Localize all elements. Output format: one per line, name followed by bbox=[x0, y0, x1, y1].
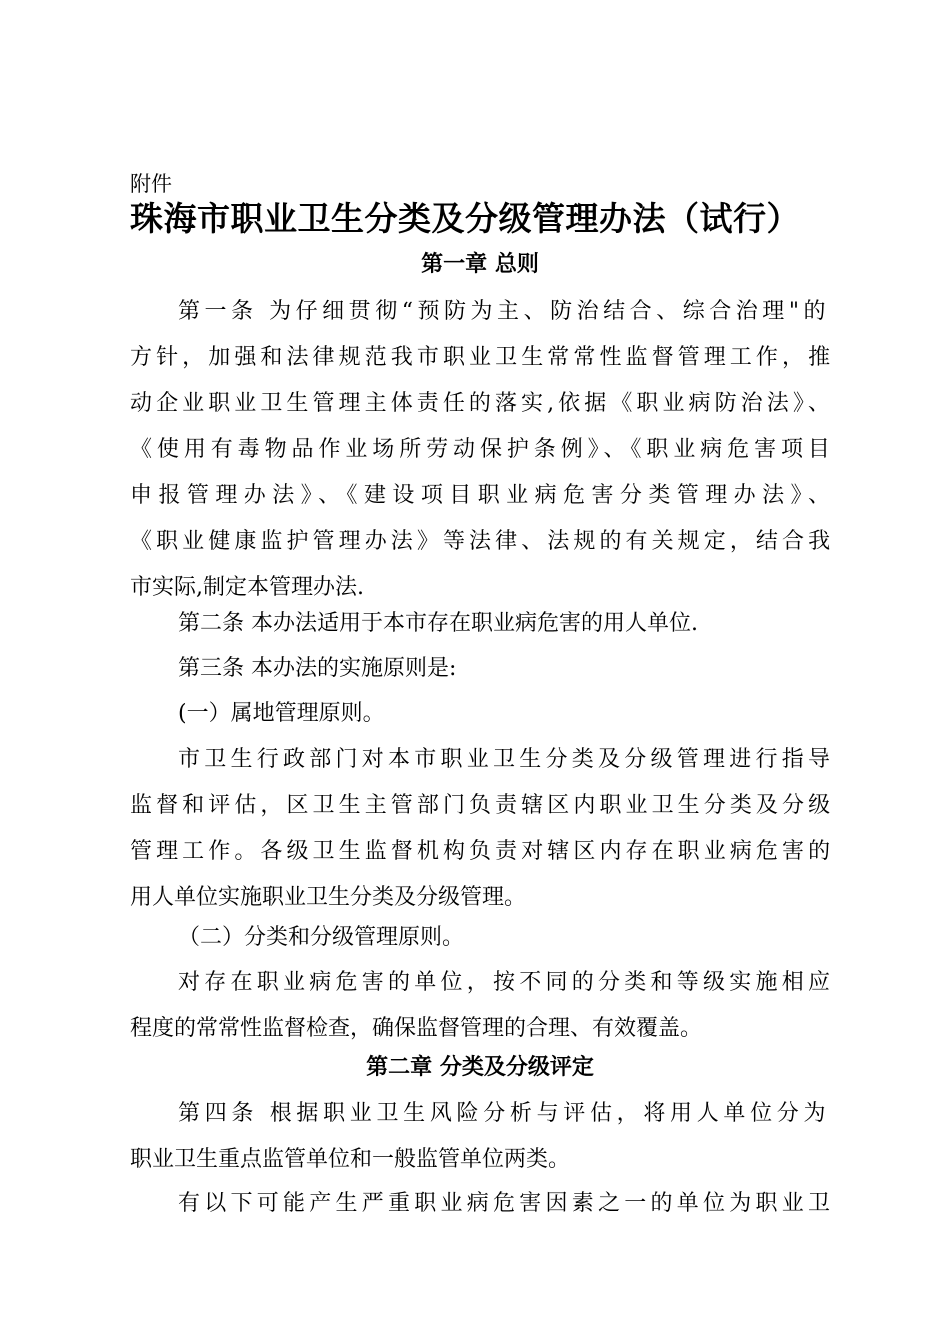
paragraph-line: 管理工作。各级卫生监督机构负责对辖区内存在职业病危害的 bbox=[130, 839, 835, 864]
chapter-heading: 第二章 分类及分级评定 bbox=[366, 1055, 594, 1080]
paragraph-line: 第四条 根据职业卫生风险分析与评估，将用人单位分为 bbox=[178, 1101, 830, 1126]
article-4-next bbox=[130, 1181, 835, 1227]
article-3 bbox=[130, 646, 830, 692]
article-4 bbox=[130, 1091, 830, 1183]
item-1-title bbox=[130, 691, 830, 737]
paragraph-line: 程度的常常性监督检查，确保监督管理的合理、有效覆盖。 bbox=[130, 1016, 703, 1041]
paragraph-line: 第二条 本办法适用于本市存在职业病危害的用人单位. bbox=[178, 611, 698, 636]
paragraph-line: 对存在职业病危害的单位，按不同的分类和等级实施相应 bbox=[178, 970, 835, 995]
paragraph-line: 用人单位实施职业卫生分类及分级管理。 bbox=[130, 885, 527, 910]
attachment-label: 附件 bbox=[130, 172, 172, 196]
paragraph-line: 第三条 本办法的实施原则是: bbox=[178, 656, 457, 681]
paragraph-line: 监督和评估，区卫生主管部门负责辖区内职业卫生分类及分级 bbox=[130, 793, 835, 818]
paragraph-line: 第一条 为仔细贯彻“预防为主、防治结合、综合治理"的 bbox=[178, 299, 830, 324]
paragraph-line: 市卫生行政部门对本市职业卫生分类及分级管理进行指导 bbox=[178, 747, 835, 772]
item-2-body bbox=[130, 960, 835, 1052]
paragraph-line: 职业卫生重点监管单位和一般监管单位两类。 bbox=[130, 1147, 571, 1172]
paragraph-line: （二）分类和分级管理原则。 bbox=[178, 925, 465, 950]
document-title: 珠海市职业卫生分类及分级管理办法（试行） bbox=[130, 199, 800, 238]
paragraph-line: 申报管理办法》、《建设项目职业病危害分类管理办法》、 bbox=[130, 483, 837, 508]
paragraph-line: 动企业职业卫生管理主体责任的落实,依据《职业病防治法》、 bbox=[130, 391, 834, 416]
article-1 bbox=[130, 289, 837, 611]
paragraph-line: 《使用有毒物品作业场所劳动保护条例》、《职业病危害项目 bbox=[130, 437, 835, 462]
paragraph-line: 方针，加强和法律规范我市职业卫生常常性监督管理工作，推 bbox=[130, 345, 835, 370]
paragraph-line: 《职业健康监护管理办法》等法律、法规的有关规定，结合我 bbox=[130, 529, 835, 554]
chapter-heading: 第一章 总则 bbox=[421, 252, 539, 277]
paragraph-line: 有以下可能产生严重职业病危害因素之一的单位为职业卫 bbox=[178, 1191, 835, 1216]
item-1-body bbox=[130, 737, 835, 921]
item-2-title bbox=[130, 915, 830, 961]
article-2 bbox=[130, 601, 830, 647]
paragraph-line: 市实际,制定本管理办法. bbox=[130, 575, 364, 600]
paragraph-line: (一）属地管理原则。 bbox=[178, 701, 385, 726]
